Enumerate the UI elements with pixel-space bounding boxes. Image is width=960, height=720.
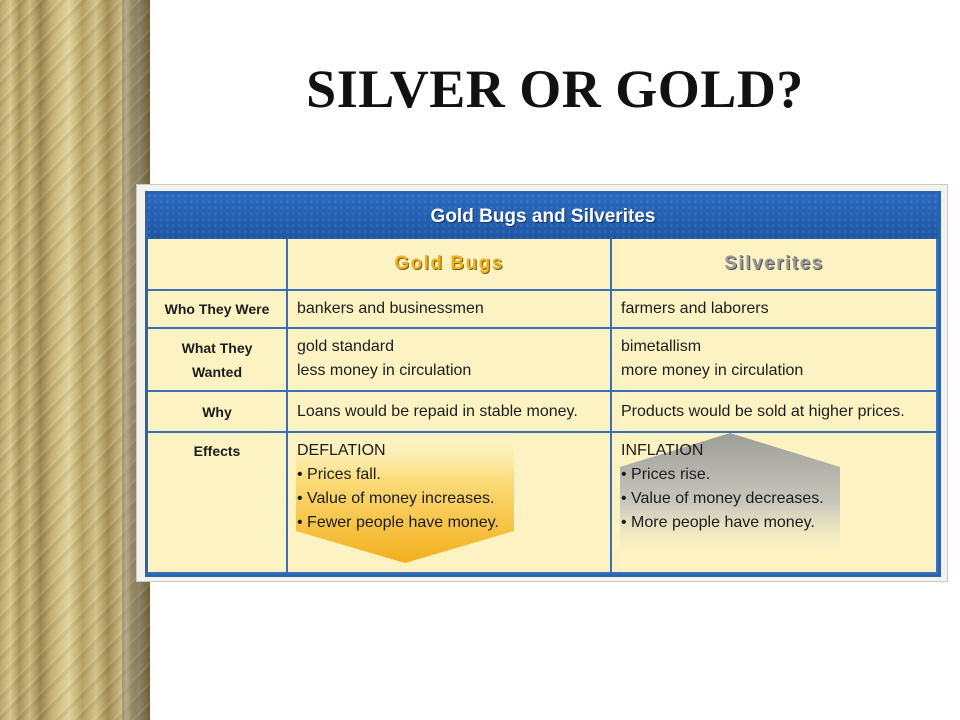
effects-silver-text (621, 439, 927, 535)
effect-item: • Prices fall. (297, 466, 381, 483)
slide-title: SILVER OR GOLD? (306, 59, 804, 119)
effects-gold-text (297, 439, 601, 535)
text-line: bimetallism (621, 338, 702, 355)
effect-item: • Fewer people have money. (297, 514, 499, 531)
comparison-table (148, 239, 938, 574)
row-label-why: Why (148, 392, 288, 433)
cell-wanted-gold (288, 329, 612, 392)
decorative-column (0, 0, 150, 720)
text-line: gold standard (297, 338, 394, 355)
column-header-silverites: Silverites (612, 239, 938, 291)
effect-item: • Value of money decreases. (621, 490, 824, 507)
chart-frame (145, 191, 941, 577)
cell-who-silver: farmers and laborers (612, 291, 938, 329)
effect-item: • Prices rise. (621, 466, 711, 483)
row-label-wanted: What They Wanted (148, 329, 288, 392)
row-label-effects: Effects (148, 433, 288, 574)
effect-item: • More people have money. (621, 514, 815, 531)
chart-caption: Gold Bugs and Silverites (148, 194, 938, 239)
cell-who-gold: bankers and businessmen (288, 291, 612, 329)
cell-why-gold: Loans would be repaid in stable money. (288, 392, 612, 433)
cell-effects-gold (288, 433, 612, 574)
text-line: more money in circulation (621, 362, 804, 379)
comparison-chart (136, 184, 948, 582)
column-header-gold-bugs: Gold Bugs (288, 239, 612, 291)
effect-item: • Value of money increases. (297, 490, 495, 507)
text-line: less money in circulation (297, 362, 472, 379)
corner-cell (148, 239, 288, 291)
cell-effects-silver (612, 433, 938, 574)
cell-wanted-silver (612, 329, 938, 392)
effect-heading: INFLATION (621, 442, 704, 459)
cell-why-silver: Products would be sold at higher prices. (612, 392, 938, 433)
row-label-who: Who They Were (148, 291, 288, 329)
effect-heading: DEFLATION (297, 442, 386, 459)
